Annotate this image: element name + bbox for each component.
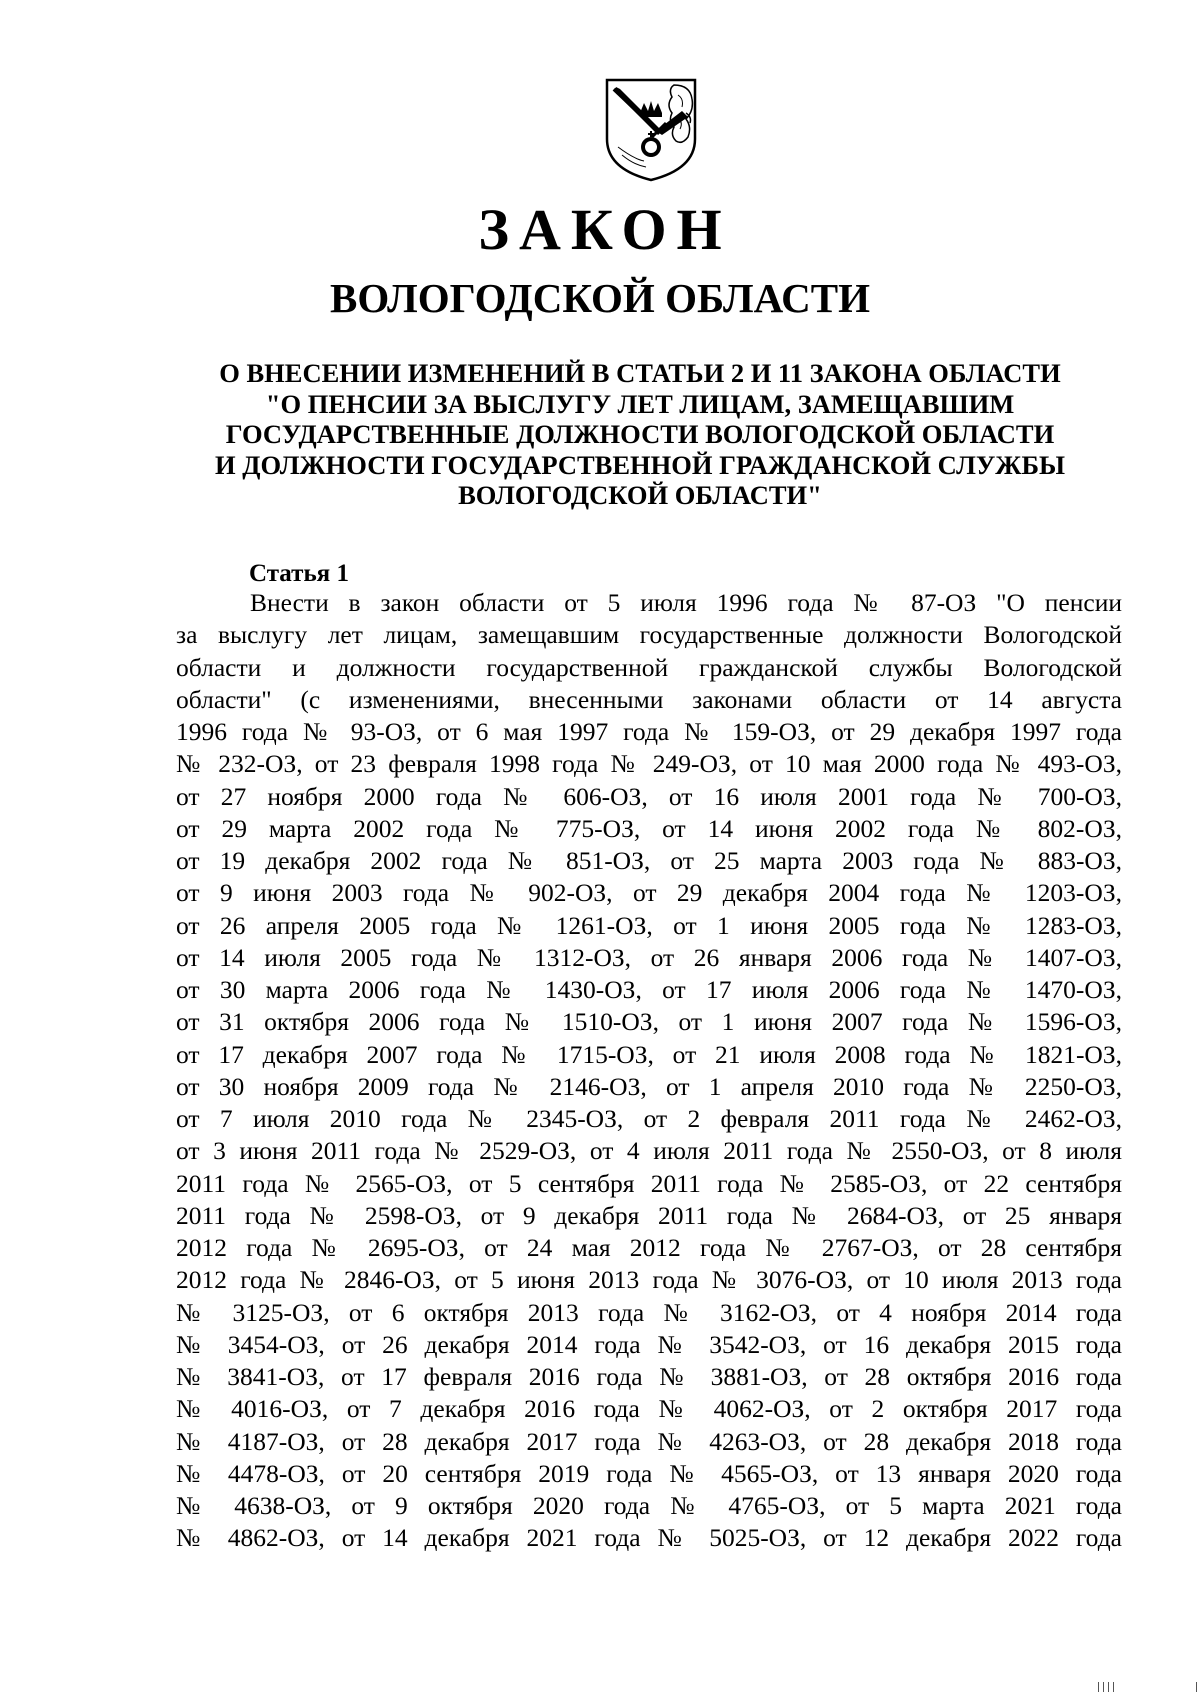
article-body-line: от 26 апреля 2005 года № 1261-ОЗ, от 1 июня 2005 года № 1283-ОЗ, — [176, 910, 1122, 940]
article-body-line: области" (с изменениями, внесенными законами области от 14 августа — [176, 684, 1122, 714]
article-body-line: 2012 года № 2695-ОЗ, от 24 мая 2012 года № 2767-ОЗ, от 28 сентября — [176, 1233, 1122, 1262]
article-heading: Статья 1 — [249, 560, 349, 587]
law-subject-line: ВОЛОГОДСКОЙ ОБЛАСТИ" — [458, 480, 822, 510]
article-body-line: № 4638-ОЗ, от 9 октября 2020 года № 4765-ОЗ, от 5 марта 2021 года — [176, 1491, 1122, 1520]
article-body-line: от 9 июня 2003 года № 902-ОЗ, от 29 декабря 2004 года № 1203-ОЗ, — [176, 878, 1122, 908]
article-body-line: за выслугу лет лицам, замещавшим государственные должности Вологодской — [176, 620, 1122, 650]
article-body-line: № 4016-ОЗ, от 7 декабря 2016 года № 4062-ОЗ, от 2 октября 2017 года — [176, 1394, 1122, 1424]
article-body-line: № 3125-ОЗ, от 6 октября 2013 года № 3162-ОЗ, от 4 ноября 2014 года — [176, 1297, 1122, 1327]
article-body-line: от 3 июня 2011 года № 2529-ОЗ, от 4 июля 2011 года № 2550-ОЗ, от 8 июля — [176, 1136, 1122, 1166]
article-body-line: от 7 июля 2010 года № 2345-ОЗ, от 2 февраля 2011 года № 2462-ОЗ, — [176, 1104, 1122, 1133]
article-body-line: Внести в закон области от 5 июля 1996 года № 87-ОЗ "О пенсии — [250, 588, 1122, 617]
article-body-line: от 27 ноября 2000 года № 606-ОЗ, от 16 июля 2001 года № 700-ОЗ, — [176, 781, 1122, 811]
scan-crop-marks — [1096, 1680, 1200, 1697]
law-subject-line: ГОСУДАРСТВЕННЫЕ ДОЛЖНОСТИ ВОЛОГОДСКОЙ ОБЛАСТИ — [225, 419, 1055, 449]
article-body-line: от 17 декабря 2007 года № 1715-ОЗ, от 21 июля 2008 года № 1821-ОЗ, — [176, 1039, 1122, 1069]
article-body-line: № 3454-ОЗ, от 26 декабря 2014 года № 3542-ОЗ, от 16 декабря 2015 года — [176, 1329, 1122, 1359]
article-body-line: 1996 года № 93-ОЗ, от 6 мая 1997 года № 159-ОЗ, от 29 декабря 1997 года — [176, 717, 1122, 746]
article-body-line: № 3841-ОЗ, от 17 февраля 2016 года № 3881-ОЗ, от 28 октября 2016 года — [176, 1362, 1122, 1391]
law-subject-line: И ДОЛЖНОСТИ ГОСУДАРСТВЕННОЙ ГРАЖДАНСКОЙ СЛУЖБЫ — [214, 449, 1066, 480]
article-body-line: 2011 года № 2598-ОЗ, от 9 декабря 2011 года № 2684-ОЗ, от 25 января — [176, 1200, 1122, 1230]
article-body — [176, 587, 1122, 1555]
coat-of-arms-icon — [604, 77, 698, 183]
article-body-line: от 14 июля 2005 года № 1312-ОЗ, от 26 января 2006 года № 1407-ОЗ, — [176, 942, 1122, 972]
article-body-line: от 30 марта 2006 года № 1430-ОЗ, от 17 июля 2006 года № 1470-ОЗ, — [176, 975, 1122, 1004]
article-body-line: № 4478-ОЗ, от 20 сентября 2019 года № 4565-ОЗ, от 13 января 2020 года — [176, 1458, 1122, 1488]
article-body-line: 2012 года № 2846-ОЗ, от 5 июня 2013 года № 3076-ОЗ, от 10 июля 2013 года — [176, 1265, 1122, 1295]
article-body-line: № 232-ОЗ, от 23 февраля 1998 года № 249-ОЗ, от 10 мая 2000 года № 493-ОЗ, — [176, 749, 1122, 779]
article-body-line: от 30 ноября 2009 года № 2146-ОЗ, от 1 апреля 2010 года № 2250-ОЗ, — [176, 1071, 1122, 1101]
article-body-line: от 19 декабря 2002 года № 851-ОЗ, от 25 марта 2003 года № 883-ОЗ, — [176, 846, 1122, 875]
article-body-line: от 29 марта 2002 года № 775-ОЗ, от 14 июня 2002 года № 802-ОЗ, — [176, 813, 1122, 843]
article-body-line: № 4187-ОЗ, от 28 декабря 2017 года № 4263-ОЗ, от 28 декабря 2018 года — [176, 1426, 1122, 1456]
law-title: ЗАКОН — [478, 197, 732, 262]
law-subject-line: "О ПЕНСИИ ЗА ВЫСЛУГУ ЛЕТ ЛИЦАМ, ЗАМЕЩАВШИМ — [265, 388, 1015, 419]
article-body-line: от 31 октября 2006 года № 1510-ОЗ, от 1 июня 2007 года № 1596-ОЗ, — [176, 1007, 1122, 1037]
article-body-line: № 4862-ОЗ, от 14 декабря 2021 года № 5025-ОЗ, от 12 декабря 2022 года — [176, 1523, 1122, 1553]
article-body-line: 2011 года № 2565-ОЗ, от 5 сентября 2011 года № 2585-ОЗ, от 22 сентября — [176, 1168, 1122, 1198]
article-body-line: области и должности государственной гражданской службы Вологодской — [176, 652, 1122, 682]
law-subject-line: О ВНЕСЕНИИ ИЗМЕНЕНИЙ В СТАТЬИ 2 И 11 ЗАКОНА ОБЛАСТИ — [219, 358, 1061, 388]
law-subject — [180, 358, 1100, 511]
region-title: ВОЛОГОДСКОЙ ОБЛАСТИ — [329, 275, 871, 321]
